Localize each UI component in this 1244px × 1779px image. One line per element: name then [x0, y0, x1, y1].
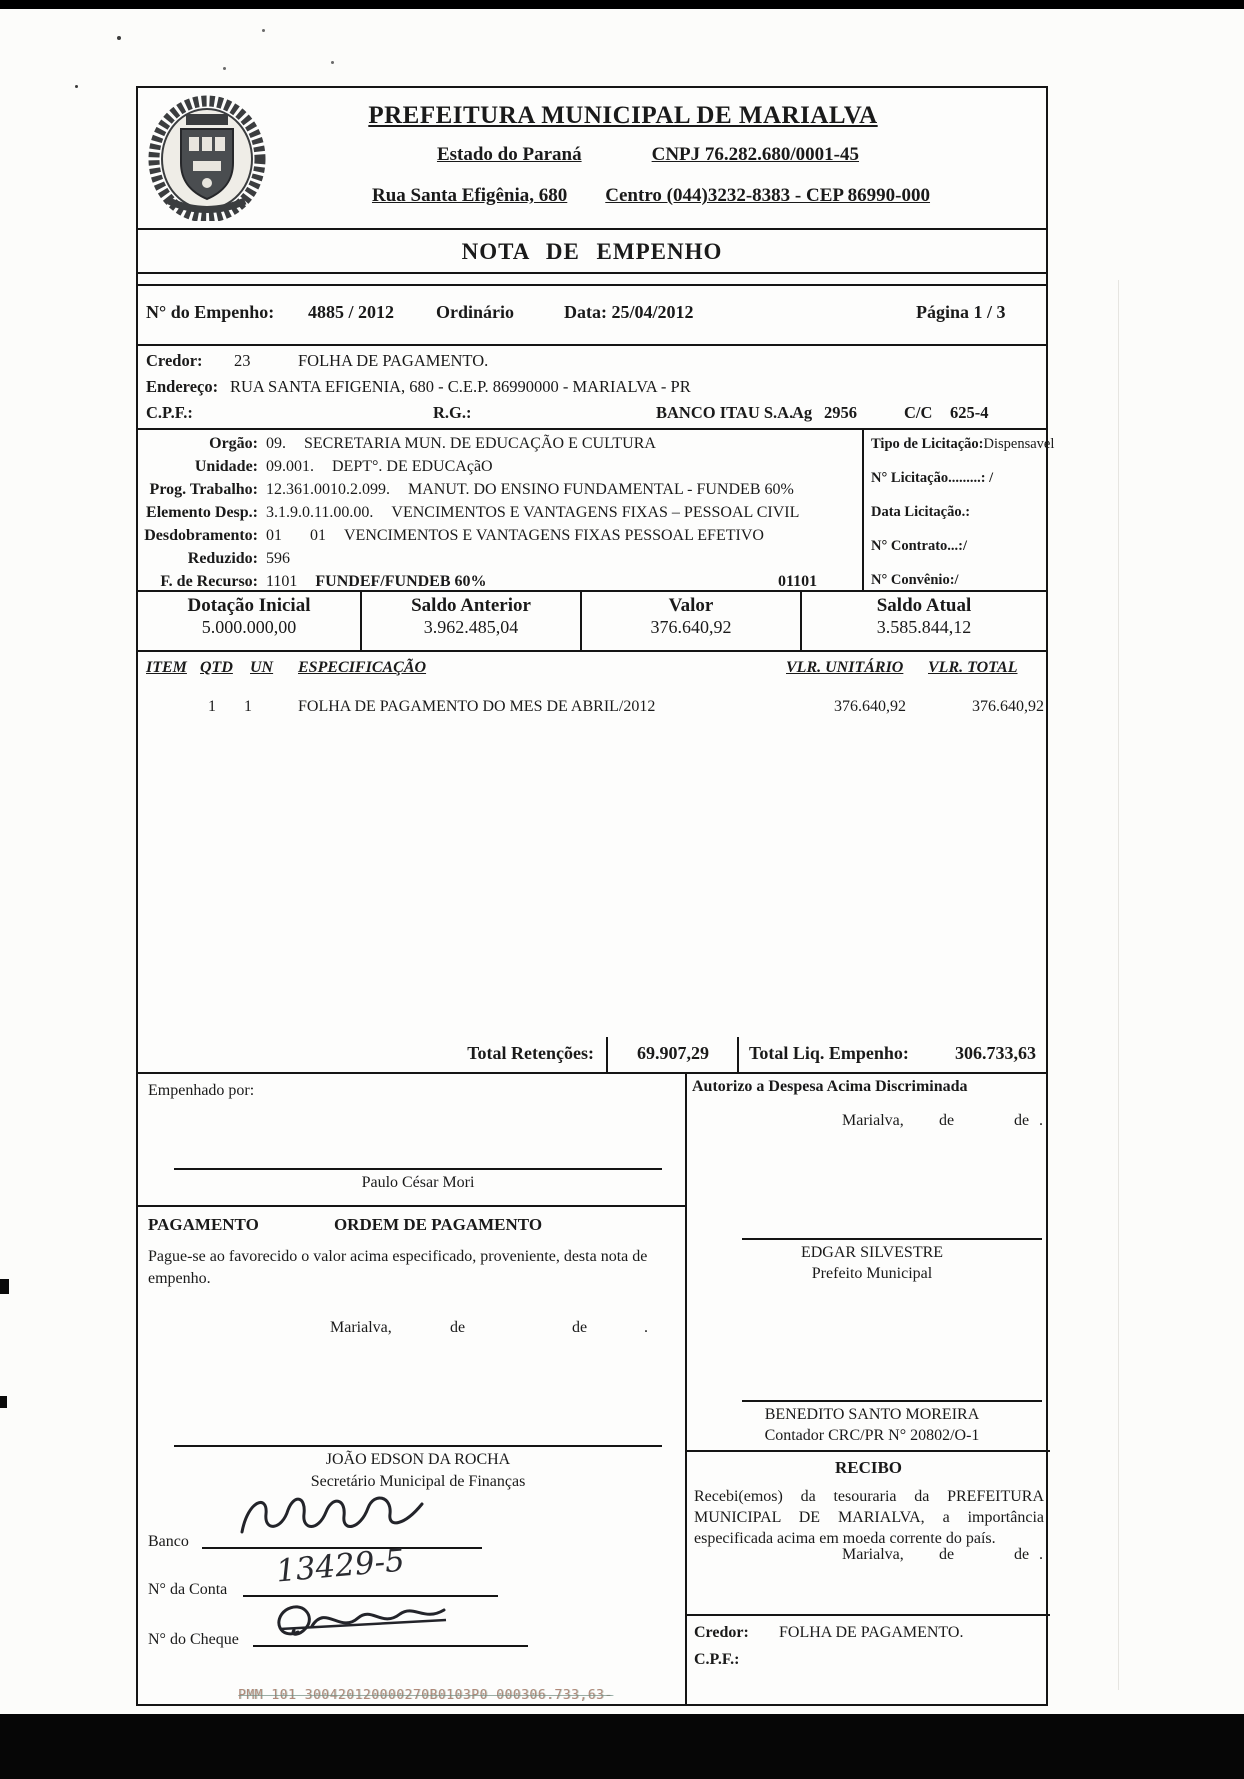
- item-number: 1: [208, 698, 216, 715]
- tipo-licitacao-label: Tipo de Licitação:: [871, 436, 984, 452]
- row-label: Reduzido:: [187, 550, 258, 567]
- handwritten-account-number: 13429-5: [274, 1542, 407, 1590]
- city-label: Marialva,: [842, 1112, 904, 1129]
- column-value: 3.962.485,04: [423, 617, 519, 637]
- rg-label: R.G.:: [433, 403, 472, 422]
- recibo-cpf-label: C.P.F.:: [694, 1651, 740, 1668]
- column-value: 376.640,92: [650, 617, 732, 637]
- scan-artifact: [117, 36, 121, 40]
- authorization-column: [687, 1074, 1050, 1706]
- signer-name: BENEDITO SANTO MOREIRA: [764, 1406, 980, 1423]
- item-table-body: [138, 686, 1046, 1037]
- classification-rows: [138, 430, 862, 590]
- signer-name: Paulo César Mori: [361, 1174, 475, 1191]
- row-code: 09.: [266, 435, 286, 452]
- cpf-label: C.P.F.:: [146, 403, 193, 422]
- row-label: Prog. Trabalho:: [149, 481, 258, 498]
- payment-order-text: Pague-se ao favorecido o valor acima especificado, proveniente, desta nota de empenho.: [148, 1248, 648, 1287]
- classification-row-elemento: [138, 504, 799, 522]
- contrato-numero: N° Contrato...:/: [871, 538, 968, 554]
- balance-summary-table: [138, 592, 1046, 652]
- header-vlr-unitario: VLR. UNITÁRIO: [786, 659, 904, 676]
- column-header: Dotação Inicial: [187, 595, 311, 616]
- classification-row-recurso: [138, 573, 487, 591]
- total-liquido-value: 306.733,63: [955, 1043, 1036, 1063]
- column-value: 5.000.000,00: [201, 617, 297, 637]
- row-code: 596: [266, 550, 290, 567]
- handwritten-signature-icon: [234, 1488, 434, 1553]
- column-header: Saldo Atual: [876, 595, 972, 616]
- row-desc: FUNDEF/FUNDEB 60%: [315, 573, 487, 590]
- credor-code: 23: [234, 351, 251, 370]
- creditor-block: [138, 346, 1046, 430]
- scan-artifact: [0, 1279, 9, 1294]
- payment-column: [138, 1074, 685, 1706]
- item-unit-value: 376.640,92: [834, 698, 906, 715]
- recurso-extra-code: 01101: [778, 573, 818, 590]
- scan-artifact: [75, 85, 78, 88]
- section-divider: [687, 1614, 1050, 1616]
- empenho-number-row: [138, 284, 1046, 346]
- agency-value: 2956: [824, 403, 857, 422]
- column-header: Saldo Anterior: [411, 595, 531, 616]
- row-desc: DEPT°. DE EDUCAçãO: [332, 458, 493, 475]
- row-code: 09.001.: [266, 458, 314, 475]
- dot-matrix-footer-print: PMM 101 300420120000270B0103P0 000306.733,63-: [238, 1688, 613, 1703]
- date-period: .: [1039, 1112, 1043, 1129]
- nota-de-empenho-form: [136, 86, 1055, 1706]
- entity-title-text: PREFEITURA MUNICIPAL DE MARIALVA: [368, 102, 878, 129]
- date-de: de: [939, 1112, 955, 1129]
- tipo-licitacao-value: Dispensavel: [983, 436, 1055, 452]
- cnpj-label: CNPJ 76.282.680/0001-45: [651, 144, 860, 165]
- licitacao-tipo: [871, 436, 1054, 453]
- signature-line: [174, 1168, 662, 1170]
- section-divider: [687, 1450, 1050, 1452]
- recibo-title: RECIBO: [834, 1458, 903, 1477]
- item-table-header: [138, 652, 1046, 686]
- budget-classification-block: [138, 430, 1055, 592]
- address-street: Rua Santa Efigênia, 680: [371, 185, 568, 206]
- item-description: FOLHA DE PAGAMENTO DO MES DE ABRIL/2012: [298, 698, 656, 715]
- classification-row-orgao: [138, 435, 656, 453]
- item-total-value: 376.640,92: [972, 698, 1044, 715]
- row-desc: SECRETARIA MUN. DE EDUCAÇÃO E CULTURA: [304, 435, 656, 452]
- entity-address: [256, 185, 1046, 207]
- row-label: F. de Recurso:: [160, 573, 258, 590]
- endereco-value: RUA SANTA EFIGENIA, 680 - C.E.P. 86990000 - MARIALVA - PR: [230, 377, 691, 396]
- credor-label: Credor:: [146, 351, 203, 370]
- municipal-coat-of-arms-icon: [148, 95, 266, 223]
- handwritten-signature-icon: [264, 1596, 464, 1656]
- date-period: .: [1039, 1546, 1043, 1563]
- document-title: NOTA DE EMPENHO: [138, 230, 1046, 274]
- scan-black-bar-bottom: [0, 1714, 1244, 1779]
- summary-col-dotacao: [138, 592, 362, 650]
- signature-line: [742, 1238, 1042, 1240]
- empenho-number-label: N° do Empenho:: [146, 302, 275, 322]
- account-value: 625-4: [950, 403, 989, 422]
- licitacao-column: [862, 430, 1055, 590]
- row-code: 1101: [266, 573, 298, 590]
- column-header: Valor: [668, 595, 714, 616]
- recibo-credor-value: FOLHA DE PAGAMENTO.: [779, 1624, 964, 1641]
- scan-black-bar-top: [0, 0, 1244, 9]
- total-liquido-cell: [739, 1037, 1046, 1072]
- date-de: de: [1014, 1112, 1030, 1129]
- row-label: Desdobramento:: [144, 527, 258, 544]
- autorizo-title: Autorizo a Despesa Acima Discriminada: [692, 1078, 968, 1095]
- header-qtd: QTD: [200, 659, 233, 676]
- scan-artifact: [1118, 280, 1119, 1690]
- banco-label: Banco: [148, 1533, 189, 1550]
- address-district-phone-cep: Centro (044)3232-8383 - CEP 86990-000: [605, 185, 931, 206]
- scan-artifact: [223, 67, 226, 70]
- total-retencoes-label: Total Retenções:: [138, 1037, 608, 1072]
- convenio-numero: N° Convênio:/: [871, 572, 959, 588]
- summary-col-saldo-anterior: [362, 592, 582, 650]
- signature-section: [138, 1074, 1046, 1706]
- licitacao-numero: N° Licitação.........: /: [871, 470, 994, 486]
- section-divider: [138, 1205, 685, 1207]
- header-item: ITEM: [146, 659, 187, 676]
- signer-name: EDGAR SILVESTRE: [800, 1244, 944, 1261]
- credor-name: FOLHA DE PAGAMENTO.: [298, 351, 489, 370]
- entity-subtitle: [268, 144, 1028, 166]
- empenho-type: Ordinário: [436, 302, 515, 322]
- header-especificacao: ESPECIFICAÇÃO: [298, 659, 427, 676]
- item-qty: 1: [244, 698, 252, 715]
- date-de: de: [939, 1546, 955, 1563]
- date-de: de: [572, 1319, 588, 1336]
- scan-artifact: [262, 29, 265, 32]
- column-value: 3.585.844,12: [876, 617, 972, 637]
- row-desc: MANUT. DO ENSINO FUNDAMENTAL - FUNDEB 60%: [408, 481, 794, 498]
- page-indicator: Página 1 / 3: [916, 302, 1006, 322]
- total-retencoes-value: 69.907,29: [608, 1037, 739, 1072]
- row-label: Orgão:: [209, 435, 258, 452]
- total-liquido-label: Total Liq. Empenho:: [749, 1043, 909, 1063]
- row-desc: VENCIMENTOS E VANTAGENS FIXAS – PESSOAL CIVIL: [391, 504, 800, 521]
- licitacao-data: Data Licitação.:: [871, 504, 971, 520]
- row-label: Elemento Desp.:: [146, 504, 258, 521]
- recibo-credor-label: Credor:: [694, 1624, 749, 1641]
- form-header: [138, 88, 1046, 230]
- classification-row-prog-trabalho: [138, 481, 794, 499]
- conta-label: N° da Conta: [148, 1581, 228, 1598]
- header-vlr-total: VLR. TOTAL: [928, 659, 1018, 676]
- date-period: .: [644, 1319, 648, 1336]
- account-label: C/C: [904, 403, 933, 422]
- empenho-date: Data: 25/04/2012: [564, 302, 694, 322]
- row-label: Unidade:: [194, 458, 258, 475]
- row-desc: VENCIMENTOS E VANTAGENS FIXAS PESSOAL EFETIVO: [344, 527, 764, 544]
- row-code: 3.1.9.0.11.00.00.: [266, 504, 374, 521]
- signer-name: JOÃO EDSON DA ROCHA: [325, 1451, 511, 1468]
- ordem-pagamento-title: ORDEM DE PAGAMENTO: [333, 1215, 543, 1234]
- signature-line: [174, 1445, 662, 1447]
- pagamento-title: PAGAMENTO: [148, 1215, 259, 1234]
- row-code: 01: [266, 527, 282, 544]
- cheque-label: N° do Cheque: [148, 1631, 239, 1648]
- row-code2: 01: [310, 527, 326, 544]
- date-de: de: [450, 1319, 466, 1336]
- summary-col-saldo-atual: [802, 592, 1046, 650]
- totals-row: [138, 1037, 1046, 1074]
- estado-label: Estado do Paraná: [436, 144, 582, 165]
- city-label: Marialva,: [842, 1546, 904, 1563]
- entity-title: [268, 102, 978, 130]
- endereco-label: Endereço:: [146, 377, 219, 396]
- classification-row-desdobramento: [138, 527, 764, 545]
- bank-name: BANCO ITAU S.A.: [656, 403, 794, 422]
- city-label: Marialva,: [330, 1319, 392, 1336]
- signer-role: Secretário Municipal de Finanças: [310, 1473, 526, 1490]
- scan-artifact: [331, 61, 334, 64]
- empenho-number-value: 4885 / 2012: [308, 302, 395, 322]
- date-de: de: [1014, 1546, 1030, 1563]
- row-code: 12.361.0010.2.099.: [266, 481, 390, 498]
- agency-label: Ag: [792, 403, 813, 422]
- classification-row-reduzido: [138, 550, 290, 568]
- signature-line: [742, 1400, 1042, 1402]
- header-un: UN: [250, 659, 274, 676]
- signer-role: Prefeito Municipal: [811, 1265, 933, 1282]
- empenhado-por-label: Empenhado por:: [148, 1082, 255, 1099]
- signer-role: Contador CRC/PR N° 20802/O-1: [764, 1427, 980, 1444]
- classification-row-unidade: [138, 458, 493, 476]
- summary-col-valor: [582, 592, 802, 650]
- recibo-text: Recebi(emos) da tesouraria da PREFEITURA MUNICIPAL DE MARIALVA, a importância especificada acima em moeda corrente do país.: [694, 1488, 1044, 1547]
- scan-artifact: [0, 1396, 7, 1408]
